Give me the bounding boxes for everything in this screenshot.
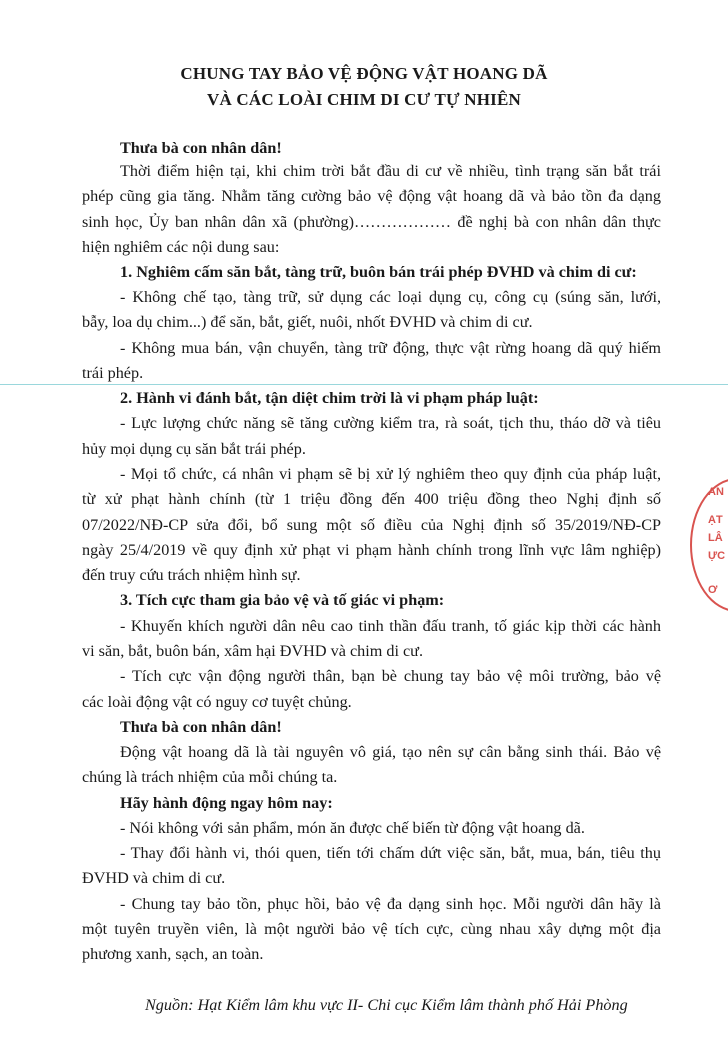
source-note: Nguồn: Hạt Kiểm lâm khu vực II- Chi cục Kiểm lâm thành phố Hải Phòng	[145, 996, 628, 1014]
intro-line: Thời điểm hiện tại, khi chim trời bắt đầu di cư về nhiều, tình trạng săn bắt trái	[120, 162, 661, 180]
official-stamp	[690, 478, 728, 612]
intro-line: phép cũng gia tăng. Nhằm tăng cường bảo vệ động vật hoang dã và bảo tồn đa dạng	[82, 187, 661, 205]
action-line: một tuyên truyền viên, là một người bảo vệ tích cực, cùng nhau xây dựng một địa	[82, 920, 661, 938]
section2-line: - Lực lượng chức năng sẽ tăng cường kiểm tra, rà soát, tịch thu, tháo dỡ và tiêu	[120, 414, 661, 432]
section2-line: đến truy cứu trách nhiệm hình sự.	[82, 566, 301, 584]
section2-line: hủy mọi dụng cụ săn bắt trái phép.	[82, 440, 306, 458]
action-heading: Hãy hành động ngay hôm nay:	[120, 794, 333, 812]
section2-heading: 2. Hành vi đánh bắt, tận diệt chim trời là vi phạm pháp luật:	[120, 389, 539, 407]
greeting-2: Thưa bà con nhân dân!	[120, 718, 282, 736]
intro-line: sinh học, Ủy ban nhân dân xã (phường)……………… đề nghị bà con nhân dân thực	[82, 213, 661, 231]
title-line-2: VÀ CÁC LOÀI CHIM DI CƯ TỰ NHIÊN	[207, 90, 521, 109]
stamp-text: AN	[708, 486, 724, 498]
section2-line: ngày 25/4/2019 về quy định xử phạt vi phạm hành chính trong lĩnh vực lâm nghiệp)	[82, 541, 661, 559]
section2-line: - Mọi tổ chức, cá nhân vi phạm sẽ bị xử lý nghiêm theo quy định của pháp luật,	[120, 465, 661, 483]
title-line-1: CHUNG TAY BẢO VỆ ĐỘNG VẬT HOANG DÃ	[180, 64, 548, 83]
section1-heading: 1. Nghiêm cấm săn bắt, tàng trữ, buôn bán trái phép ĐVHD và chim di cư:	[120, 263, 637, 281]
stamp-text: LÂ	[708, 532, 723, 544]
action-line: phương xanh, sạch, an toàn.	[82, 945, 264, 963]
intro-line: hiện nghiêm các nội dung sau:	[82, 238, 280, 256]
stamp-text: ẠT	[708, 514, 723, 526]
closing-line: chúng là trách nhiệm của mỗi chúng ta.	[82, 768, 338, 786]
section3-line: vi săn, bắt, buôn bán, xâm hại ĐVHD và chim di cư.	[82, 642, 423, 660]
section3-line: các loài động vật có nguy cơ tuyệt chủng.	[82, 693, 352, 711]
section1-line: - Không chế tạo, tàng trữ, sử dụng các loại dụng cụ, công cụ (súng săn, lưới,	[120, 288, 661, 306]
action-line: - Chung tay bảo tồn, phục hồi, bảo vệ đa dạng sinh học. Mỗi người dân hãy là	[120, 895, 661, 913]
closing-line: Động vật hoang dã là tài nguyên vô giá, tạo nên sự cân bằng sinh thái. Bảo vệ	[120, 743, 661, 761]
action-line: - Thay đổi hành vi, thói quen, tiến tới chấm dứt việc săn, bắt, mua, bán, tiêu thụ	[120, 844, 661, 862]
section3-line: - Khuyến khích người dân nêu cao tinh thần đấu tranh, tố giác kịp thời các hành	[120, 617, 661, 635]
section3-line: - Tích cực vận động người thân, bạn bè chung tay bảo vệ môi trường, bảo vệ	[120, 667, 661, 685]
scan-artifact-line	[0, 384, 728, 385]
action-line: - Nói không với sản phẩm, món ăn được chế biến từ động vật hoang dã.	[120, 819, 585, 837]
section2-line: từ xử phạt hành chính (từ 1 triệu đồng đến 400 triệu đồng theo Nghị định số	[82, 490, 661, 508]
stamp-text: ỰC	[708, 550, 726, 562]
section1-line: - Không mua bán, vận chuyển, tàng trữ động, thực vật rừng hoang dã quý hiếm	[120, 339, 661, 357]
section1-line: bẫy, loa dụ chim...) để săn, bắt, giết, nuôi, nhốt ĐVHD và chim di cư.	[82, 313, 533, 331]
stamp-text: Ơ	[708, 584, 718, 596]
greeting: Thưa bà con nhân dân!	[120, 139, 282, 157]
section3-heading: 3. Tích cực tham gia bảo vệ và tố giác vi phạm:	[120, 591, 445, 609]
action-line: ĐVHD và chim di cư.	[82, 869, 226, 887]
section1-line: trái phép.	[82, 364, 144, 382]
section2-line: 07/2022/NĐ-CP sửa đổi, bổ sung một số điều của Nghị định số 35/2019/NĐ-CP	[82, 516, 661, 534]
